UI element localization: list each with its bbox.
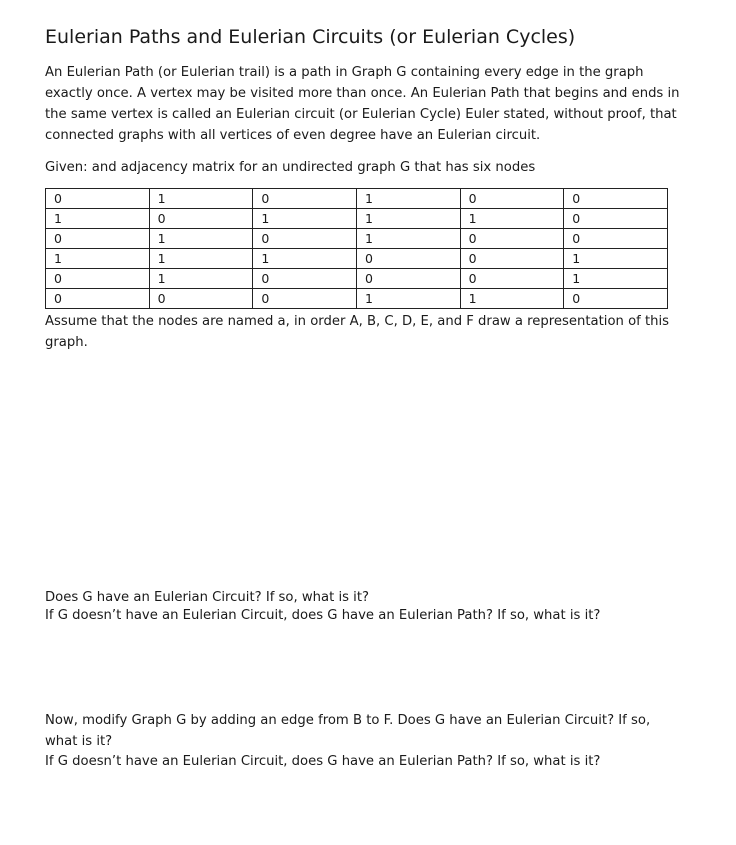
matrix-cell: 1 xyxy=(356,189,460,209)
matrix-row xyxy=(46,249,668,269)
matrix-cell: 1 xyxy=(46,249,150,269)
question-eulerian-circuit: Does G have an Eulerian Circuit? If so, what is it? xyxy=(45,590,370,605)
question-modified-circuit: Now, modify Graph G by adding an edge from B to F. Does G have an Eulerian Circuit? If so, what is it? xyxy=(45,713,651,749)
matrix-cell: 0 xyxy=(253,229,357,249)
given-statement: Given: and adjacency matrix for an undirected graph G that has six nodes xyxy=(45,160,536,175)
matrix-cell: 1 xyxy=(253,209,357,229)
matrix-cell: 0 xyxy=(253,289,357,309)
matrix-cell: 1 xyxy=(460,289,564,309)
matrix-cell: 1 xyxy=(253,249,357,269)
matrix-cell: 0 xyxy=(46,229,150,249)
matrix-cell: 0 xyxy=(46,269,150,289)
matrix-cell: 0 xyxy=(253,189,357,209)
assume-instruction: Assume that the nodes are named a, in order A, B, C, D, E, and F draw a representation of this graph. xyxy=(45,314,670,350)
matrix-cell: 0 xyxy=(46,189,150,209)
matrix-cell: 0 xyxy=(564,229,668,249)
matrix-row xyxy=(46,209,668,229)
matrix-cell: 0 xyxy=(356,249,460,269)
matrix-cell: 0 xyxy=(460,249,564,269)
matrix-row xyxy=(46,269,668,289)
matrix-cell: 1 xyxy=(149,229,253,249)
adjacency-matrix xyxy=(45,188,668,309)
matrix-cell: 1 xyxy=(149,269,253,289)
matrix-cell: 0 xyxy=(149,209,253,229)
matrix-cell: 1 xyxy=(356,229,460,249)
document-title: Eulerian Paths and Eulerian Circuits (or Eulerian Cycles) xyxy=(45,26,576,48)
matrix-row xyxy=(46,229,668,249)
question-eulerian-path: If G doesn’t have an Eulerian Circuit, does G have an Eulerian Path? If so, what is it? xyxy=(45,608,601,623)
matrix-cell: 0 xyxy=(253,269,357,289)
matrix-cell: 1 xyxy=(149,189,253,209)
matrix-cell: 1 xyxy=(564,249,668,269)
intro-paragraph: An Eulerian Path (or Eulerian trail) is a path in Graph G containing every edge in the graph exactly once. A vertex may be visited more than once. An Eulerian Path that begins and ends in the same vertex is called an Eulerian circuit (or Eulerian Cycle) Euler stated, without proof, that connected graphs with all vertices of even degree have an Eulerian circuit. xyxy=(45,65,680,143)
matrix-cell: 0 xyxy=(460,229,564,249)
matrix-row xyxy=(46,289,668,309)
matrix-cell: 0 xyxy=(356,269,460,289)
matrix-cell: 1 xyxy=(149,249,253,269)
matrix-cell: 0 xyxy=(564,209,668,229)
matrix-cell: 0 xyxy=(564,189,668,209)
matrix-cell: 0 xyxy=(460,269,564,289)
matrix-cell: 1 xyxy=(460,209,564,229)
matrix-row xyxy=(46,189,668,209)
matrix-cell: 1 xyxy=(356,209,460,229)
matrix-cell: 0 xyxy=(460,189,564,209)
matrix-cell: 0 xyxy=(149,289,253,309)
question-modified-path: If G doesn’t have an Eulerian Circuit, does G have an Eulerian Path? If so, what is it? xyxy=(45,754,601,769)
matrix-cell: 1 xyxy=(356,289,460,309)
matrix-cell: 1 xyxy=(46,209,150,229)
matrix-cell: 0 xyxy=(46,289,150,309)
matrix-cell: 0 xyxy=(564,289,668,309)
matrix-cell: 1 xyxy=(564,269,668,289)
